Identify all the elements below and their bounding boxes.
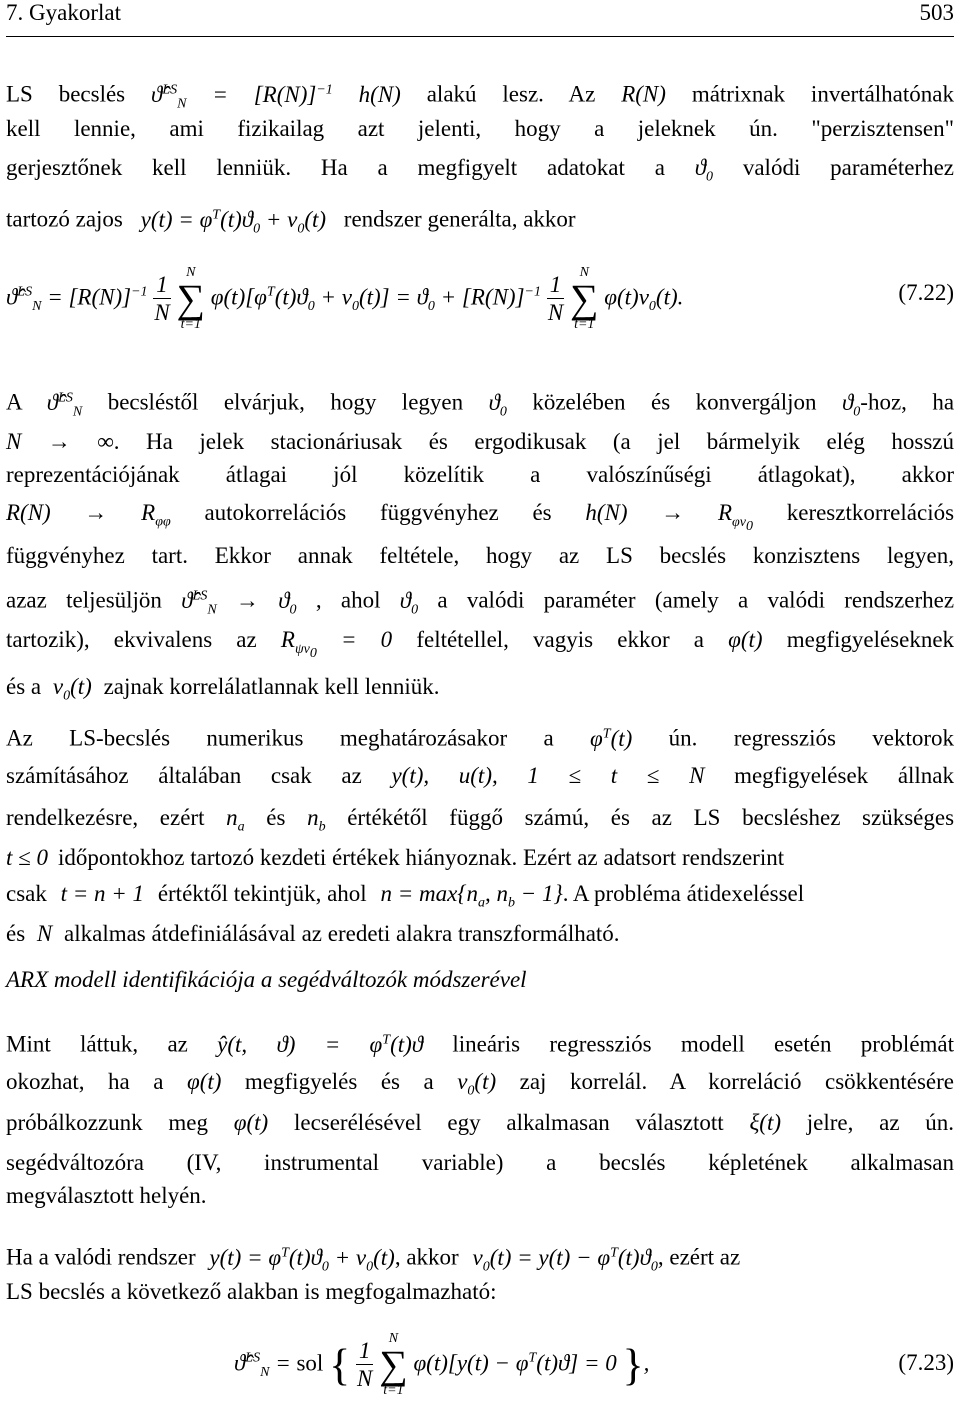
- equation-7-23: [6, 1320, 954, 1406]
- p2-line2: N → ∞. Ha jelek stacionáriusak és ergodikusak (a jel bármelyik elég hosszú: [6, 429, 954, 454]
- math-theta-hat-ls: ϑ̂$^{LS}_N$ = $[R(N)]^{-1}$ h(N): [151, 81, 401, 112]
- p2-line4: $R(N) \to R_{\varphi\varphi}$ autokorrelációs függvényhez és $h(N) \to R_{\varphi\nu_0}$ keresztkorrelációs: [6, 500, 955, 534]
- eq723-number: (7.23): [898, 1350, 954, 1375]
- eq723-body: ϑ̂$^{LS}_N$ = sol { $\frac{1}{N}$ N ∑ t=1 $\varphi(t)[y(t) - \varphi^T(t)ϑ] = 0$ },: [234, 1331, 650, 1398]
- p2-line6: azaz teljesüljön ϑ̂$^{LS}_N$ → $ϑ_0$ , ahol $ϑ_0$ a valódi paraméter (amely a valódi rendszerhez: [6, 587, 955, 618]
- math-RN: R(N): [621, 81, 666, 107]
- math-system-eq: $y(t) = \varphi^T(t)ϑ_0 + \nu_0(t)$: [140, 206, 327, 237]
- p4-line4: segédváltozóra (IV, instrumental variable) a becslés képletének alkalmasan: [6, 1150, 954, 1175]
- p4-line2: okozhat, ha a φ(t) megfigyelés és a $\nu_0(t)$ zaj korrelál. A korreláció csökkentésére: [6, 1069, 954, 1099]
- page-number: 503: [919, 0, 954, 25]
- p2-line5: függvényhez tart. Ekkor annak feltétele, hogy az LS becslés konzisztens legyen,: [6, 543, 954, 568]
- p3-line3: rendelkezésre, ezért $n_a$ és $n_b$ értékétől függő számú, és az LS becsléshez szükséges: [6, 805, 955, 835]
- p1-line4: tartozó zajos $y(t) = \varphi^T(t)ϑ_0 + \nu_0(t)$ rendszer generálta, akkor: [6, 206, 576, 237]
- section-title: ARX modell identifikációja a segédváltozók módszerével: [6, 967, 527, 992]
- p5-line1: Ha a valódi rendszer $y(t) = \varphi^T(t)ϑ_0 + \nu_0(t)$, akkor $\nu_0(t) = y(t) - \varphi^T(t)ϑ_0$, ezért az: [6, 1244, 741, 1275]
- p1-line1: LS becslés ϑ̂$^{LS}_N$ = $[R(N)]^{-1}$ h(N) alakú lesz. Az R(N) mátrixnak invertálhatónak: [6, 81, 954, 112]
- p1-line3: gerjesztőnek kell lenniük. Ha a megfigyelt adatokat a $ϑ_0$ valódi paraméterhez: [6, 155, 954, 185]
- p4-line3: próbálkozzunk meg φ(t) lecserélésével egy alkalmasan választott ξ(t) jelre, az ún.: [6, 1110, 955, 1135]
- p2-line3: reprezentációjának átlagai jól közelítik a valószínűségi átlagokat), akkor: [6, 462, 954, 487]
- p3-line2: számításához általában csak az y(t), u(t), 1 ≤ t ≤ N megfigyelések állnak: [6, 763, 955, 788]
- chapter-title: 7. Gyakorlat: [6, 0, 121, 25]
- p3-line6: és N alkalmas átdefiniálásával az eredeti alakra transzformálható.: [6, 921, 620, 946]
- p2-line8: és a $\nu_0(t)$ zajnak korrelálatlannak kell lenniük.: [6, 674, 440, 704]
- math-theta0: $ϑ_0$: [694, 155, 714, 185]
- header-rule: [6, 36, 954, 37]
- p5-line2: LS becslés a következő alakban is megfogalmazható:: [6, 1279, 497, 1304]
- p2-line1: A ϑ̂$^{LS}_N$ becsléstől elvárjuk, hogy legyen $ϑ_0$ közelében és konvergáljon $ϑ_0$-hoz, ha: [6, 389, 955, 420]
- p3-line5: csak t = n + 1 értéktől tekintjük, ahol $n = \max\{n_a$, $n_b - 1$}. A probléma átidexeléssel: [6, 881, 805, 911]
- p4-line1: Mint láttuk, az ŷ(t, $ϑ) = \varphi^T(t)ϑ$ lineáris regressziós modell esetén problémát: [6, 1031, 955, 1057]
- page-header: [6, 0, 954, 28]
- p2-line7: tartozik), ekvivalens az $R_{\psi\nu_0} = 0$ feltétellel, vagyis ekkor a φ(t) megfigyeléseknek: [6, 627, 955, 661]
- p1-line2: kell lennie, ami fizikailag azt jelenti, hogy a jeleknek ún. "perzisztensen": [6, 116, 954, 141]
- p3-line4: t ≤ 0 időpontokhoz tartozó kezdeti értékek hiányoznak. Ezért az adatsort rendszerint: [6, 845, 785, 870]
- eq722-number: (7.22): [898, 280, 954, 305]
- eq722-body: ϑ̂$^{LS}_N$ = $[R(N)]^{-1}$ $\frac{1}{N}$ N ∑ t=1 $\varphi(t)[\varphi^T(t)ϑ_0 + \nu_0(t)] = ϑ_0 + [R(N)]^{-1}$ $\frac{1}{N}$ N ∑ t=1 $\varphi(t)\nu_0(t)$.: [6, 265, 684, 332]
- p3-line1: Az LS-becslés numerikus meghatározásakor a $\varphi^T(t)$ ún. regressziós vektorok: [6, 725, 955, 751]
- equation-7-22: [6, 252, 954, 338]
- p4-line5: megválasztott helyén.: [6, 1183, 207, 1208]
